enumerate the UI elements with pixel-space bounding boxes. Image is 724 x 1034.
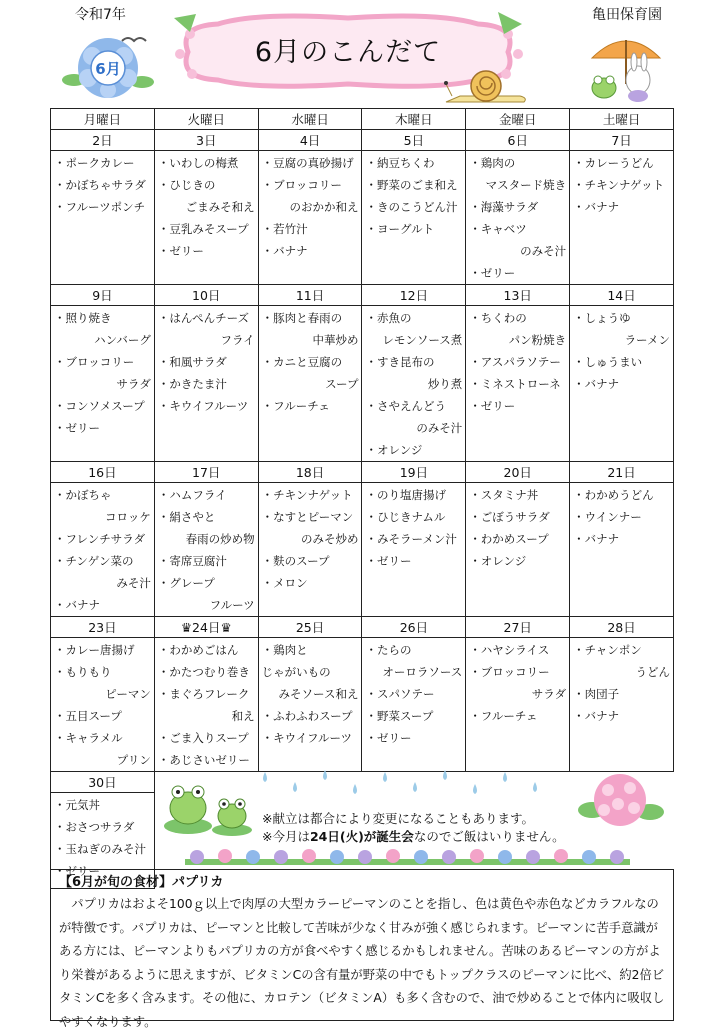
date-cell	[570, 285, 674, 306]
menu-item: ・カレー唐揚げ	[54, 643, 135, 657]
menu-row	[51, 483, 674, 617]
menu-item: ・ひじきの	[157, 178, 216, 192]
snail-icon	[440, 68, 530, 110]
menu-item: フライ	[220, 333, 255, 347]
menu-item: スープ	[325, 377, 359, 391]
menu-item: のみそ汁	[416, 421, 463, 435]
date-label: 24日	[192, 620, 221, 635]
date-label: 17日	[192, 465, 221, 480]
menu-item: 春雨の炒め物	[185, 532, 255, 546]
date-cell	[258, 462, 362, 483]
menu-item: みそ汁	[116, 576, 151, 590]
menu-item: ・バナナ	[573, 532, 620, 546]
menu-cell	[154, 306, 258, 462]
menu-item: サラダ	[116, 377, 151, 391]
menu-item: ・しゅうまい	[573, 355, 643, 369]
menu-item: ・寄席豆腐汁	[157, 554, 227, 568]
menu-item: ・納豆ちくわ	[365, 156, 435, 170]
menu-item: ・キウイフルーツ	[157, 399, 249, 413]
menu-item: ・カニと豆腐の	[261, 355, 343, 369]
menu-item: ピーマン	[105, 687, 151, 701]
menu-item: ・ゼリー	[365, 554, 412, 568]
menu-item: ・バナナ	[573, 377, 620, 391]
menu-item: ・フレンチサラダ	[54, 532, 146, 546]
date-label: 26日	[399, 620, 429, 635]
notice-birthday	[262, 828, 565, 846]
date-cell	[258, 617, 362, 638]
menu-item: のみそ汁	[520, 244, 567, 258]
menu-cell	[258, 306, 362, 462]
weekday-header: 金曜日	[466, 109, 570, 130]
date-label: 20日	[503, 465, 532, 480]
date-label: 9日	[92, 288, 113, 303]
menu-item: ・絹さやと	[157, 510, 216, 524]
menu-item: ・たらの	[365, 643, 412, 657]
date-label: 21日	[607, 465, 636, 480]
date-cell	[154, 462, 258, 483]
menu-item: ・わかめうどん	[573, 488, 654, 502]
notice-block	[262, 810, 565, 846]
menu-item: ・すき昆布の	[365, 355, 435, 369]
menu-item: ・カレーうどん	[573, 156, 654, 170]
menu-item: ・おさつサラダ	[54, 820, 135, 834]
umbrella-bunny-frog-icon	[586, 30, 666, 106]
menu-item: ・アスパラソテー	[469, 355, 561, 369]
date-cell	[258, 130, 362, 151]
menu-cell	[466, 151, 570, 285]
date-cell	[362, 285, 466, 306]
menu-item: ・きのこうどん汁	[365, 200, 458, 214]
date-cell	[570, 462, 674, 483]
date-row	[51, 285, 674, 306]
date-cell	[466, 285, 570, 306]
menu-item: ・チンゲン菜の	[54, 554, 134, 568]
menu-item: 炒り煮	[427, 377, 463, 391]
menu-item: ・もりもり	[54, 665, 112, 679]
seasonal-food-body: パプリカはおよそ100ｇ以上で肉厚の大型カラーピーマンのことを指し、色は黄色や赤色などカラフルなのが特徴です。パプリカは、ピーマンと比較して苦味が少なく甘みが強く感じられます。ピーマンに苦手意識がある方には、ピーマンよりもパプリカの方が食べやすく感じるかもしれません。苦味のあるピーマンの方がより栄養があるように思えますが、ビタミンCの含有量が野菜の中でもトップクラスのピーマンに比べ、約2倍ビタミンCを多く含みます。その他に、カロテン（ビタミンA）も多く含むので、油で炒めることで体内に吸収しやすくなります。	[59, 897, 665, 1029]
menu-cell	[258, 151, 362, 285]
menu-item: ・照り焼き	[54, 311, 112, 325]
date-label: 2日	[92, 133, 113, 148]
menu-item: のみそ炒め	[300, 532, 359, 546]
menu-item: ・豚肉と春雨の	[261, 311, 343, 325]
menu-item: マスタード焼き	[485, 178, 567, 192]
date-cell	[51, 617, 155, 638]
menu-item: ・ゼリー	[54, 864, 100, 878]
menu-cell	[466, 306, 570, 462]
menu-cell	[466, 638, 570, 772]
menu-cell	[466, 483, 570, 617]
menu-item: ・ゼリー	[157, 244, 204, 258]
menu-item: ・のり塩唐揚げ	[365, 488, 446, 502]
date-cell	[154, 285, 258, 306]
menu-cell	[570, 638, 674, 772]
menu-item: ・キャベツ	[469, 222, 527, 236]
menu-item: ・ゼリー	[54, 421, 100, 435]
menu-item: ラーメン	[624, 333, 670, 347]
menu-item: ・かぼちゃサラダ	[54, 178, 146, 192]
date-label: 5日	[403, 133, 425, 148]
menu-item: のおかか和え	[289, 200, 359, 214]
menu-row	[51, 151, 674, 285]
date-cell	[51, 772, 155, 793]
menu-item: ・わかめごはん	[157, 643, 239, 657]
menu-item: ・オレンジ	[365, 443, 423, 457]
date-row	[51, 462, 674, 483]
menu-item: ・ゼリー	[469, 399, 516, 413]
menu-item: ・フルーチェ	[469, 709, 538, 723]
date-cell	[570, 617, 674, 638]
menu-item: ・ふわふわスープ	[261, 709, 353, 723]
menu-cell	[362, 638, 466, 772]
date-label: 23日	[88, 620, 117, 635]
menu-item: ・和風サラダ	[157, 355, 227, 369]
month-badge: 6月	[95, 60, 121, 78]
date-label: 27日	[503, 620, 532, 635]
date-label: 10日	[192, 288, 221, 303]
menu-item: ・バナナ	[261, 244, 308, 258]
weekday-header: 月曜日	[51, 109, 155, 130]
date-cell	[466, 617, 570, 638]
menu-item: ・はんぺんチーズ	[157, 311, 250, 325]
menu-item: ・玉ねぎのみそ汁	[54, 842, 146, 856]
menu-item: ・鶏肉と	[261, 643, 308, 657]
nursery-name: 亀田保育園	[592, 7, 662, 23]
menu-item: ・ミネストローネ	[469, 377, 561, 391]
date-label: 18日	[295, 465, 325, 480]
date-row	[51, 617, 674, 638]
menu-item: ・バナナ	[54, 598, 100, 612]
raindrop-icon	[255, 768, 555, 808]
page-title: 6月のこんだて	[254, 37, 442, 68]
menu-item: ハンバーグ	[94, 333, 151, 347]
menu-item: みそソース和え	[278, 687, 359, 701]
date-cell	[466, 462, 570, 483]
date-cell	[258, 285, 362, 306]
weekday-header: 土曜日	[570, 109, 674, 130]
menu-row	[51, 638, 674, 772]
menu-item: ・ゼリー	[365, 731, 412, 745]
menu-item: ・オレンジ	[469, 554, 527, 568]
menu-item: ・いわしの梅煮	[157, 156, 239, 170]
menu-item: ・チャンポン	[573, 643, 642, 657]
menu-item: ・豆腐の真砂揚げ	[261, 156, 354, 170]
date-cell	[362, 617, 466, 638]
menu-cell	[154, 151, 258, 285]
menu-item: ・スパソテー	[365, 687, 435, 701]
menu-cell	[51, 151, 155, 285]
menu-cell	[258, 483, 362, 617]
notice-birthday-pre: ※今月は	[262, 829, 310, 844]
menu-cell	[362, 483, 466, 617]
menu-cell	[51, 306, 155, 462]
menu-item: ・かきたま汁	[157, 377, 227, 391]
date-cell	[362, 130, 466, 151]
menu-item: ・鶏肉の	[469, 156, 516, 170]
menu-item: ・スタミナ丼	[469, 488, 539, 502]
weekday-header: 水曜日	[258, 109, 362, 130]
date-label: 30日	[88, 775, 117, 790]
menu-cell	[51, 483, 155, 617]
menu-item: ・ちくわの	[469, 311, 527, 325]
menu-item: じゃがいもの	[261, 665, 331, 679]
menu-item: サラダ	[531, 687, 567, 701]
menu-item: ・キウイフルーツ	[261, 731, 353, 745]
menu-item: ・麩のスープ	[261, 554, 330, 568]
menu-cell	[570, 151, 674, 285]
date-label: 12日	[399, 288, 429, 303]
menu-cell	[154, 638, 258, 772]
frogs-icon	[160, 770, 260, 840]
menu-item: ・あじさいゼリー	[157, 753, 250, 767]
menu-item: ・しょうゆ	[573, 311, 631, 325]
date-label: 11日	[295, 288, 325, 303]
menu-item: ・野菜のごま和え	[365, 178, 458, 192]
crown-icon: ♛	[220, 620, 232, 635]
date-cell	[466, 130, 570, 151]
menu-item: ・ブロッコリー	[469, 665, 550, 679]
date-label: 25日	[295, 620, 325, 635]
menu-item: ・わかめスープ	[469, 532, 549, 546]
menu-item: ・ごま入りスープ	[157, 731, 249, 745]
menu-item: 中華炒め	[312, 333, 359, 347]
menu-item: ・赤魚の	[365, 311, 412, 325]
menu-item: ・ごぼうサラダ	[469, 510, 550, 524]
menu-item: ・フルーチェ	[261, 399, 330, 413]
date-cell	[362, 462, 466, 483]
menu-item: ・みそラーメン汁	[365, 532, 457, 546]
weekday-header: 木曜日	[362, 109, 466, 130]
weekday-header: 火曜日	[154, 109, 258, 130]
date-cell	[51, 462, 155, 483]
menu-row	[51, 306, 674, 462]
menu-cell	[362, 306, 466, 462]
notice-birthday-bold: 24日(火)が誕生会	[309, 829, 414, 844]
date-label: 16日	[88, 465, 117, 480]
date-label: 14日	[607, 288, 636, 303]
menu-item: ・コンソメスープ	[54, 399, 145, 413]
seasonal-food-box	[50, 869, 674, 1029]
menu-item: ・ゼリー	[469, 266, 516, 280]
notice-change: ※献立は都合により変更になることもあります。	[262, 811, 534, 826]
menu-item: パン粉焼き	[508, 333, 567, 347]
menu-item: フルーツ	[209, 598, 255, 612]
menu-item: ・肉団子	[573, 687, 620, 701]
menu-item: ・チキンナゲット	[573, 178, 665, 192]
menu-item: オーロラソース	[382, 665, 463, 679]
menu-item: コロッケ	[105, 510, 151, 524]
menu-item: ・ヨーグルト	[365, 222, 435, 236]
menu-item: ・ブロッコリー	[261, 178, 342, 192]
menu-item: ・さやえんどう	[365, 399, 446, 413]
menu-item: ・バナナ	[573, 200, 620, 214]
date-label: 28日	[607, 620, 636, 635]
menu-item: ・グレープ	[157, 576, 215, 590]
menu-item: ・ウインナー	[573, 510, 642, 524]
menu-item: ・ポークカレー	[54, 156, 135, 170]
date-label: 3日	[196, 133, 217, 148]
menu-item: ・元気丼	[54, 798, 100, 812]
date-label: 6日	[507, 133, 528, 148]
menu-item: ・海藻サラダ	[469, 200, 539, 214]
date-row	[51, 130, 674, 151]
menu-item: ・野菜スープ	[365, 709, 434, 723]
menu-item: ・ハムフライ	[157, 488, 227, 502]
menu-cell	[51, 638, 155, 772]
menu-item: プリン	[116, 753, 151, 767]
date-cell	[51, 285, 155, 306]
weekday-header-row	[51, 109, 674, 130]
date-cell	[51, 130, 155, 151]
crown-icon: ♛	[180, 620, 193, 635]
menu-item: ・ブロッコリー	[54, 355, 135, 369]
menu-item: ・五目スープ	[54, 709, 122, 723]
menu-item: ・かぼちゃ	[54, 488, 112, 502]
menu-item: ・なすとピーマン	[261, 510, 354, 524]
menu-cell	[362, 151, 466, 285]
menu-item: ・フルーツポンチ	[54, 200, 146, 214]
date-label: 7日	[611, 133, 632, 148]
menu-cell	[570, 483, 674, 617]
date-cell	[154, 617, 258, 638]
date-cell	[154, 130, 258, 151]
menu-cell	[154, 483, 258, 617]
notice-birthday-post: なのでご飯はいりません。	[413, 829, 565, 844]
menu-item: 和え	[231, 709, 255, 723]
menu-item: ・ひじきナムル	[365, 510, 446, 524]
date-label: 19日	[399, 465, 429, 480]
menu-item: うどん	[635, 665, 670, 679]
hydrangea-icon	[578, 770, 664, 838]
menu-item: ・メロン	[261, 576, 308, 590]
era-label: 令和7年	[75, 7, 126, 23]
menu-item: ・バナナ	[573, 709, 620, 723]
menu-item: ・豆乳みそスープ	[157, 222, 249, 236]
date-label: 13日	[503, 288, 532, 303]
menu-item: ・若竹汁	[261, 222, 308, 236]
menu-item: ・まぐろフレーク	[157, 687, 250, 701]
seasonal-food-title: 【6月が旬の食材】パプリカ	[59, 875, 224, 890]
menu-item: ・かたつむり巻き	[157, 665, 250, 679]
flower-border-icon	[185, 848, 630, 870]
menu-item: ・ハヤシライス	[469, 643, 550, 657]
menu-item: ・チキンナゲット	[261, 488, 353, 502]
menu-item: ・キャラメル	[54, 731, 123, 745]
menu-cell	[570, 306, 674, 462]
date-cell	[570, 130, 674, 151]
menu-item: レモンソース煮	[382, 333, 463, 347]
menu-item: ごまみそ和え	[185, 200, 255, 214]
menu-cell	[258, 638, 362, 772]
date-label: 4日	[299, 133, 321, 148]
bird-icon	[120, 32, 148, 51]
